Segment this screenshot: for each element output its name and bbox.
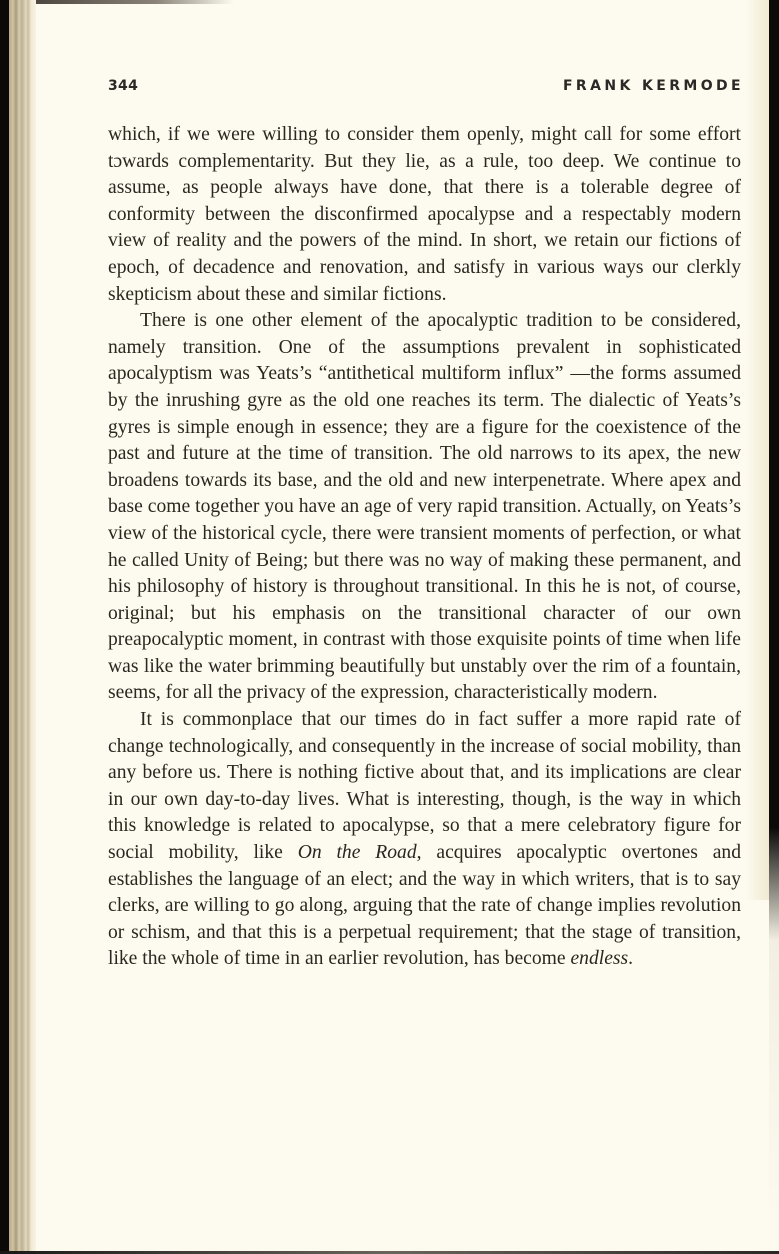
paragraph-2-text: There is one other element of the apocalyptic tradition to be considered, namely transition. One of the assumptions prevalent in sophisticated apocalyptism was Yeats’s “antithetical multiform influx” —the forms assumed by the inrushing gyre as the old one reaches its term. The dialectic of Yeats’s gyres is simple enough in essence; they are a figure for the coexistence of the past and future at the time of transition. The old narrows to its apex, the new broadens towards its base, and the old and new interpenetrate. Where apex and base come together you have an age of very rapid transition. Actually, on Yeats’s view of the historical cycle, there were transient moments of perfection, or what he called Unity of Being; but there was no way of making these permanent, and his philosophy of history is throughout transitional. In this he is not, of course, original; but his emphasis on the transitional character of our own preapocalyptic moment, in contrast with those exquisite points of time when life was like the water brimming beautifully but unstably over the rim of a fountain, seems, for all the privacy of the expression, characteristically modern. [108,310,741,704]
page-number: 344 [108,78,139,94]
body-text [108,122,741,973]
page-curl-shade [745,0,769,900]
paragraph-1-text: which, if we were willing to consider them openly, might call for some effort tɔwards complementarity. But they lie, as a rule, too deep. We continue to assume, as people always have done, that there is a tolerable degree of conformity between the disconfirmed apocalypse and a respectably modern view of reality and the powers of the mind. In short, we retain our fictions of epoch, of decadence and renovation, and satisfy in various ways our clerkly skepticism about these and similar fictions. [108,124,741,305]
emphasis-endless: endless [570,948,629,970]
book-right-edge [769,0,779,1254]
book-gutter-edge [0,0,36,1254]
running-head [108,78,744,100]
page-top-shadow [0,0,779,4]
paragraph-3-text-c: . [628,948,634,970]
paragraph-3-text-b: , acquires apocalyptic overtones and establishes the language of an elect; and the way in which writers, that is to say clerks, are willing to go along, arguing that the rate of change implies revolution or schism, and that this is a perpetual requirement; that the stage of transition, like the whole of time in an earlier revolution, has become [108,842,742,970]
paragraph-3-text-a: It is commonplace that our times do in fact suffer a more rapid rate of change technologically, and consequently in the increase of social mobility, than any before us. There is nothing fictive about that, and its implications are clear in our own day-to-day lives. What is interesting, though, is the way in which this knowledge is related to apocalypse, so that a mere celebratory figure for social mobility, like [108,709,741,864]
book-title-on-the-road: On the Road [297,842,417,864]
paragraph-1 [108,122,741,308]
book-page [108,78,744,973]
paragraph-2 [108,308,741,707]
running-head-author: FRANK KERMODE [562,78,744,94]
paragraph-3 [108,707,741,973]
